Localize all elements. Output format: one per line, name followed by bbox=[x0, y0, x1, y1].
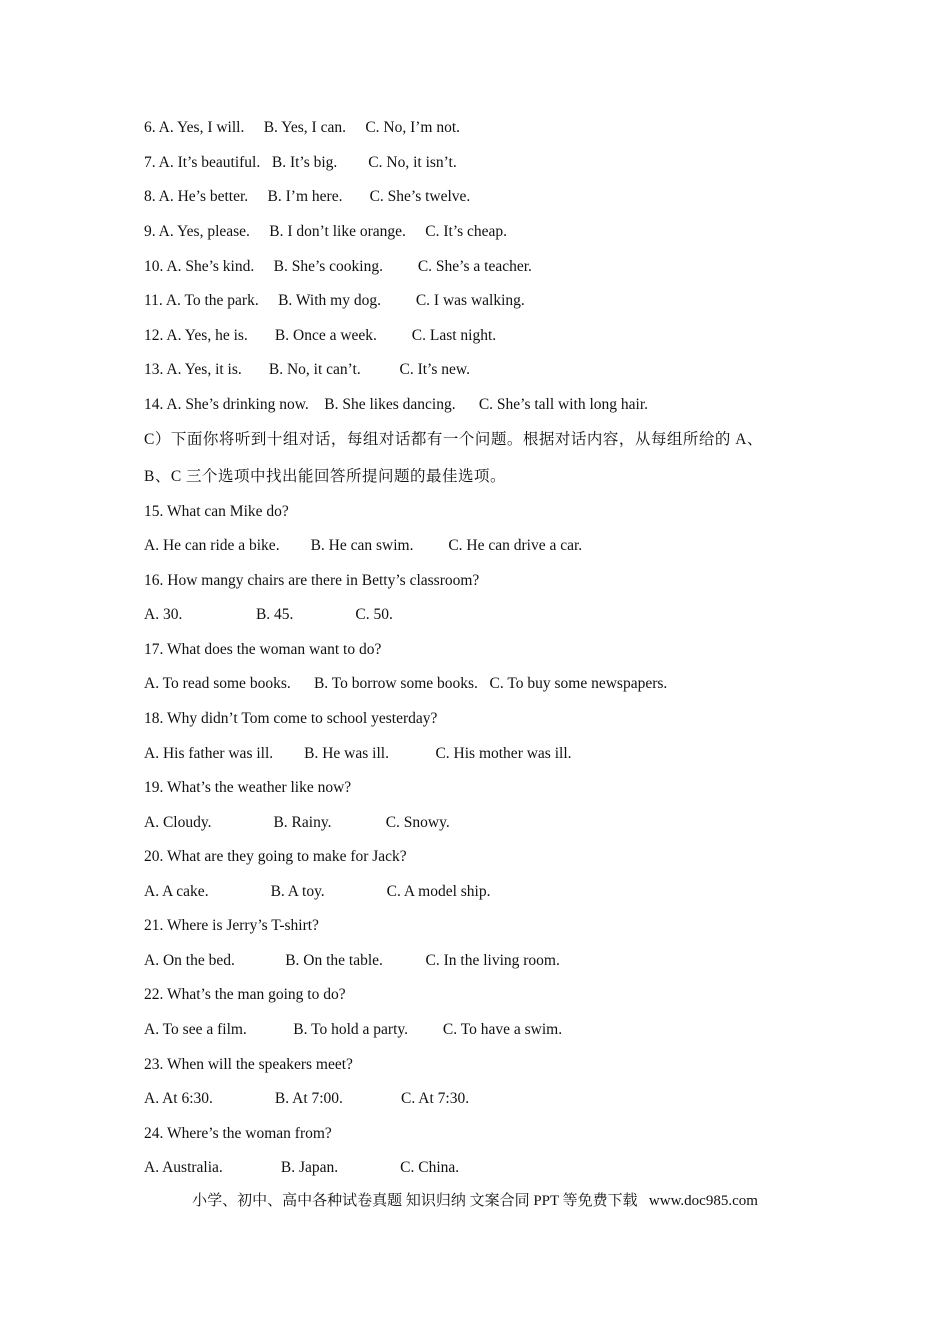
question-16: 16. How mangy chairs are there in Betty’s classroom? bbox=[144, 572, 480, 589]
question-24-options: A. Australia. B. Japan. C. China. bbox=[144, 1159, 460, 1176]
question-20-options: A. A cake. B. A toy. C. A model ship. bbox=[144, 883, 491, 900]
question-15: 15. What can Mike do? bbox=[144, 503, 289, 520]
question-18: 18. Why didn’t Tom come to school yesterday? bbox=[144, 710, 438, 727]
question-19-options: A. Cloudy. B. Rainy. C. Snowy. bbox=[144, 814, 450, 831]
question-13-options: 13. A. Yes, it is. B. No, it can’t. C. It’s new. bbox=[144, 361, 470, 378]
question-10-options: 10. A. She’s kind. B. She’s cooking. C. She’s a teacher. bbox=[144, 258, 532, 275]
question-17-options: A. To read some books. B. To borrow some books. C. To buy some newspapers. bbox=[144, 675, 668, 692]
section-c-instructions: C）下面你将听到十组对话，每组对话都有一个问题。根据对话内容，从每组所给的 A、 bbox=[144, 431, 763, 448]
question-23-options: A. At 6:30. B. At 7:00. C. At 7:30. bbox=[144, 1090, 470, 1107]
question-8-options: 8. A. He’s better. B. I’m here. C. She’s twelve. bbox=[144, 188, 471, 205]
question-21: 21. Where is Jerry’s T-shirt? bbox=[144, 917, 319, 934]
question-21-options: A. On the bed. B. On the table. C. In the living room. bbox=[144, 952, 560, 969]
question-23: 23. When will the speakers meet? bbox=[144, 1056, 353, 1073]
question-22-options: A. To see a film. B. To hold a party. C. To have a swim. bbox=[144, 1021, 563, 1038]
question-17: 17. What does the woman want to do? bbox=[144, 641, 382, 658]
question-12-options: 12. A. Yes, he is. B. Once a week. C. Last night. bbox=[144, 327, 497, 344]
question-11-options: 11. A. To the park. B. With my dog. C. I was walking. bbox=[144, 292, 525, 309]
question-14-options: 14. A. She’s drinking now. B. She likes dancing. C. She’s tall with long hair. bbox=[144, 396, 649, 413]
question-6-options: 6. A. Yes, I will. B. Yes, I can. C. No, I’m not. bbox=[144, 119, 461, 136]
question-19: 19. What’s the weather like now? bbox=[144, 779, 352, 796]
question-16-options: A. 30. B. 45. C. 50. bbox=[144, 606, 393, 623]
question-15-options: A. He can ride a bike. B. He can swim. C. He can drive a car. bbox=[144, 537, 583, 554]
question-20: 20. What are they going to make for Jack? bbox=[144, 848, 407, 865]
page-footer: 小学、初中、高中各种试卷真题 知识归纳 文案合同 PPT 等免费下载 www.doc985.com bbox=[192, 1193, 758, 1209]
section-c-instructions-cont: B、C 三个选项中找出能回答所提问题的最佳选项。 bbox=[144, 468, 507, 485]
question-9-options: 9. A. Yes, please. B. I don’t like orange. C. It’s cheap. bbox=[144, 223, 508, 240]
question-24: 24. Where’s the woman from? bbox=[144, 1125, 332, 1142]
question-18-options: A. His father was ill. B. He was ill. C. His mother was ill. bbox=[144, 745, 572, 762]
question-7-options: 7. A. It’s beautiful. B. It’s big. C. No, it isn’t. bbox=[144, 154, 457, 171]
question-22: 22. What’s the man going to do? bbox=[144, 986, 346, 1003]
